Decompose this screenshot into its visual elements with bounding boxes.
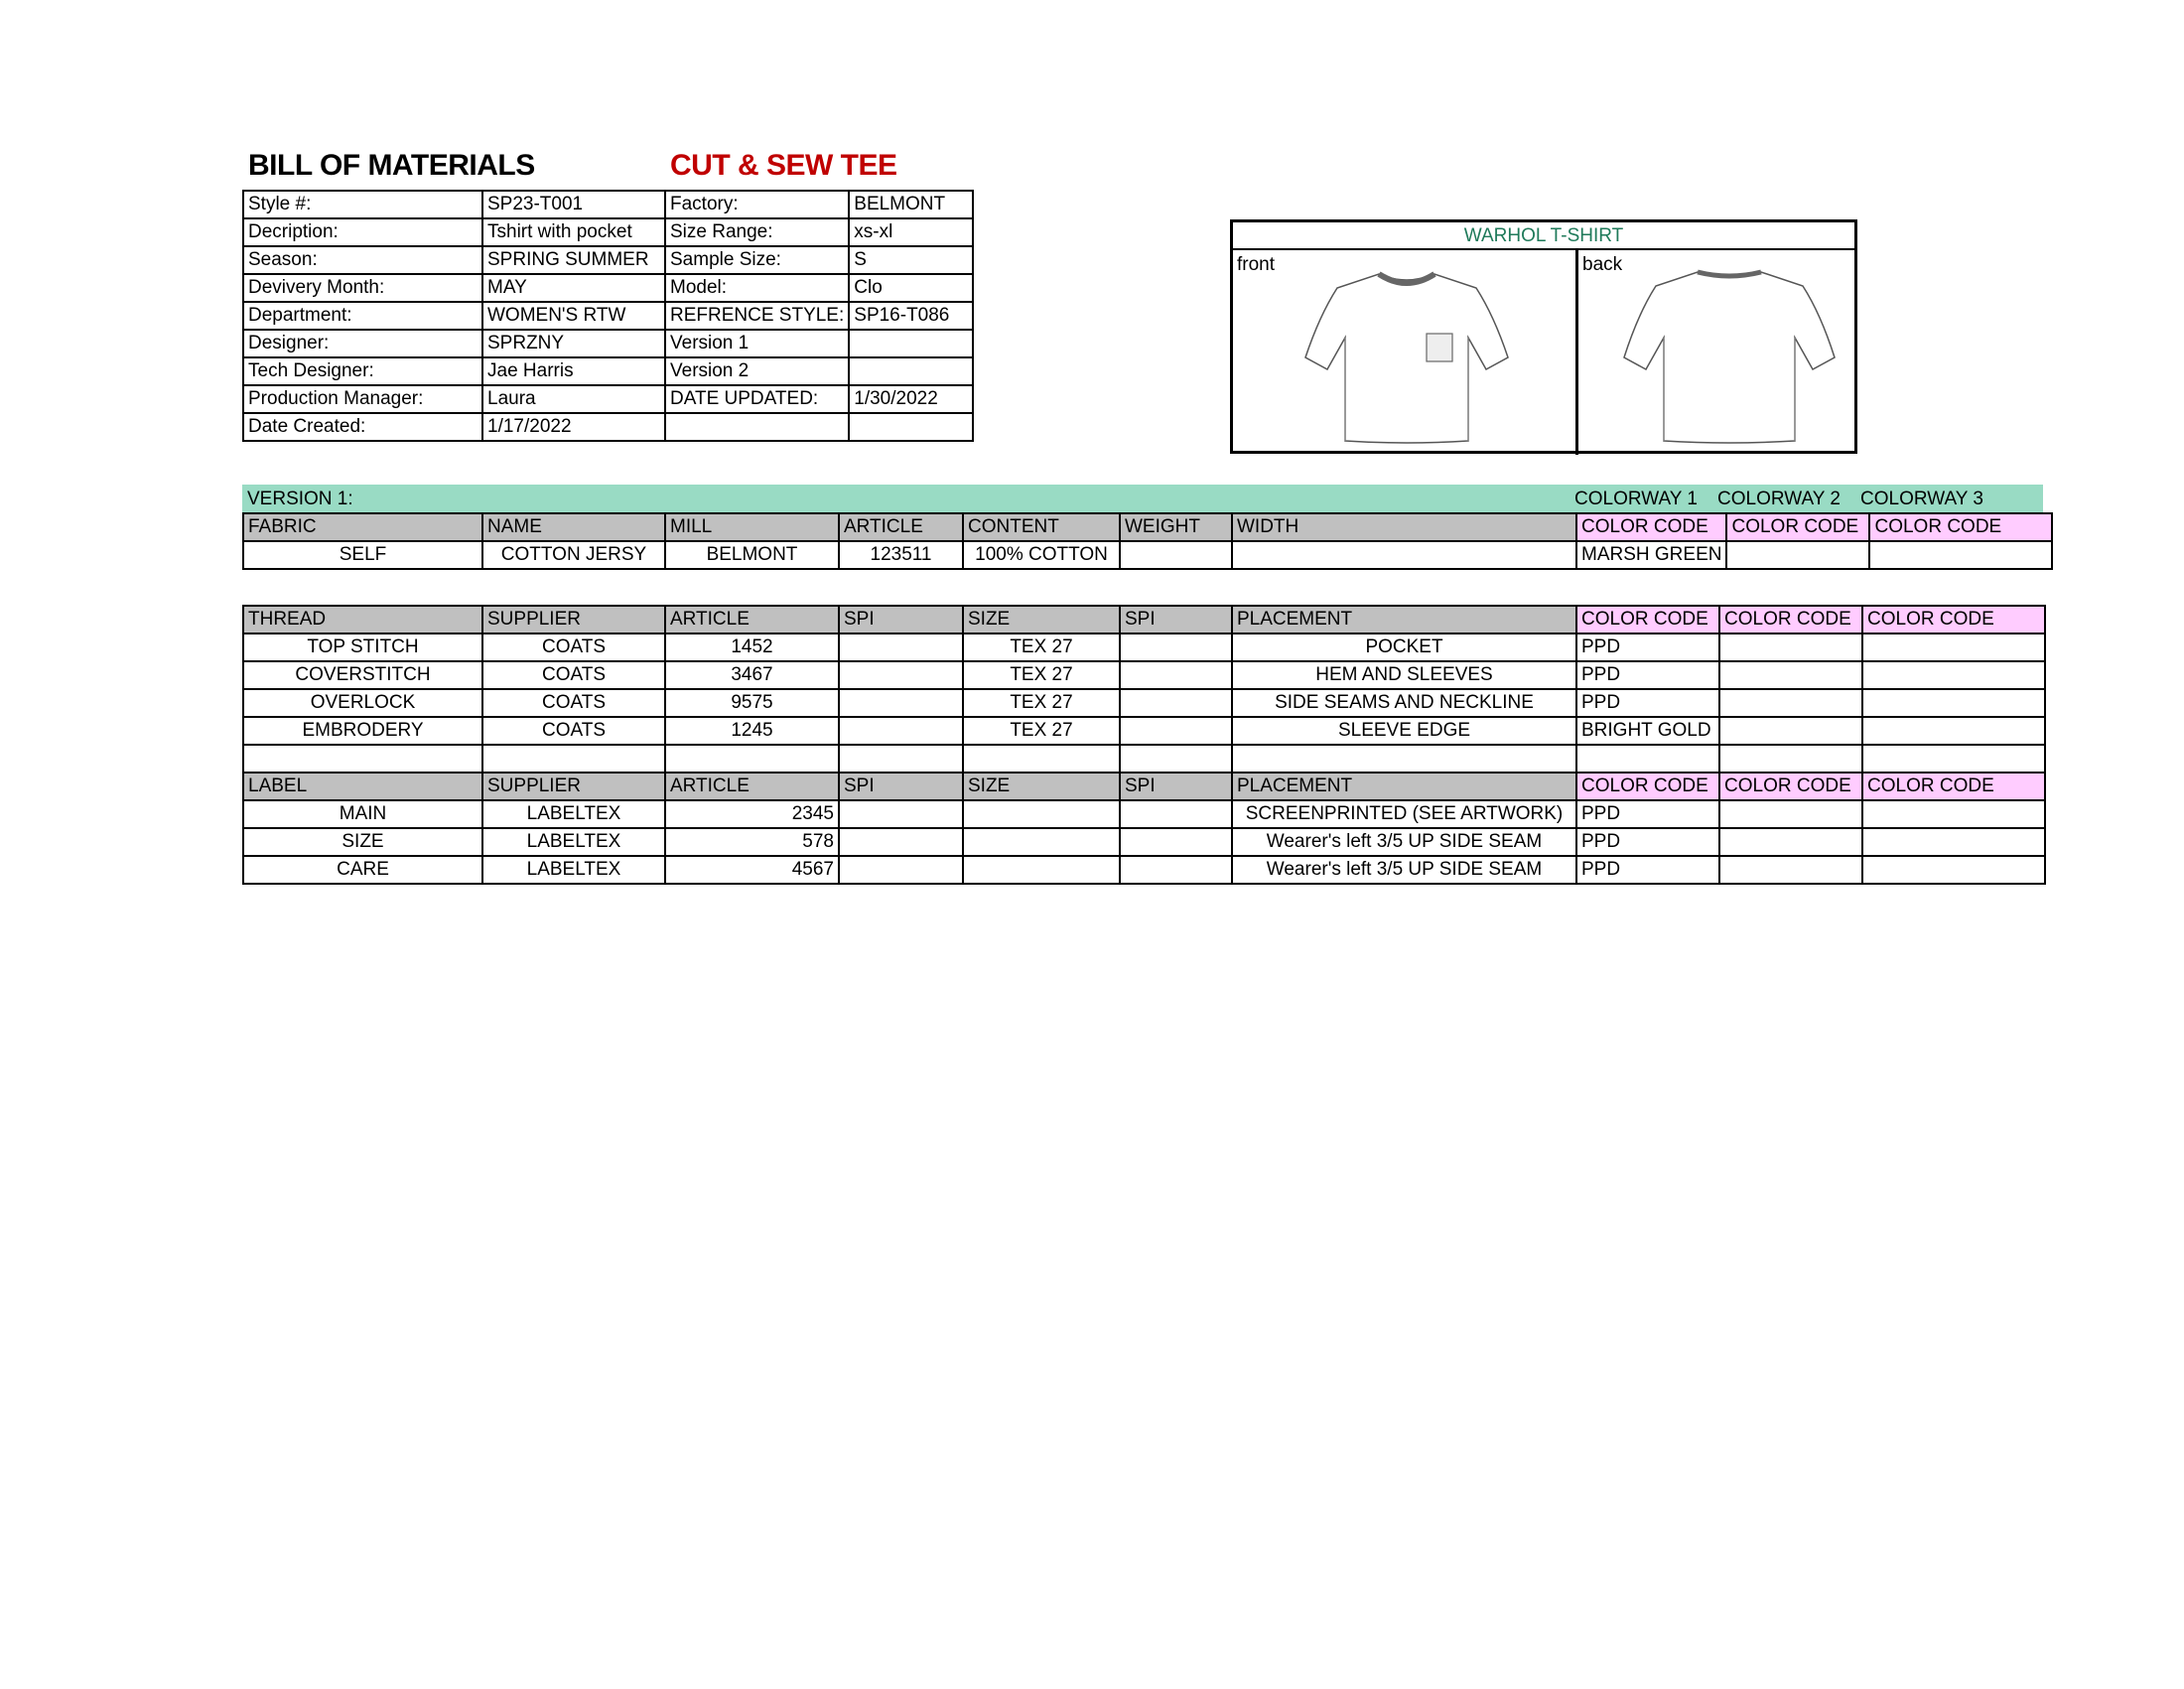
style-info-table (242, 190, 974, 442)
info-label: Version 2 (665, 357, 849, 385)
label-cell: PPD (1576, 800, 1719, 828)
info-label: Sample Size: (665, 246, 849, 274)
thread-cell: 9575 (665, 689, 839, 717)
thread-row (243, 633, 2045, 661)
label-cell (1120, 800, 1232, 828)
label-cell (1120, 828, 1232, 856)
info-label: Department: (243, 302, 482, 330)
info-row (243, 357, 973, 385)
info-label: DATE UPDATED: (665, 385, 849, 413)
info-label: Devivery Month: (243, 274, 482, 302)
fabric-column-header: NAME (482, 513, 665, 541)
thread-column-header: PLACEMENT (1232, 606, 1576, 633)
info-value: Jae Harris (482, 357, 665, 385)
tshirt-front-sketch (1297, 266, 1516, 445)
fabric-row (243, 541, 2052, 569)
thread-cell: SIDE SEAMS AND NECKLINE (1232, 689, 1576, 717)
info-value: 1/30/2022 (849, 385, 973, 413)
thread-cell: TEX 27 (963, 717, 1120, 745)
spacer-row (243, 745, 2045, 773)
label-cell: LABELTEX (482, 800, 665, 828)
sketch-panel (1230, 219, 1857, 454)
empty-cell (1120, 745, 1232, 773)
info-value: S (849, 246, 973, 274)
version-band (242, 485, 2043, 512)
thread-table (242, 605, 2046, 885)
thread-cell: 3467 (665, 661, 839, 689)
thread-cell: COATS (482, 689, 665, 717)
fabric-column-header: ARTICLE (839, 513, 963, 541)
thread-column-header: COLOR CODE (1576, 606, 1719, 633)
fabric-column-header: FABRIC (243, 513, 482, 541)
thread-cell: POCKET (1232, 633, 1576, 661)
thread-cell: COATS (482, 633, 665, 661)
info-label: REFRENCE STYLE: (665, 302, 849, 330)
fabric-cell (1869, 541, 2052, 569)
empty-cell (665, 745, 839, 773)
info-row (243, 218, 973, 246)
fabric-cell: MARSH GREEN (1576, 541, 1726, 569)
thread-cell (1120, 717, 1232, 745)
label-cell (963, 828, 1120, 856)
label-header-row (243, 773, 2045, 800)
label-cell: CARE (243, 856, 482, 884)
label-cell: 2345 (665, 800, 839, 828)
fabric-cell: COTTON JERSY (482, 541, 665, 569)
info-row (243, 274, 973, 302)
info-value (849, 330, 973, 357)
label-cell: LABELTEX (482, 828, 665, 856)
info-label: Tech Designer: (243, 357, 482, 385)
label-cell: LABELTEX (482, 856, 665, 884)
empty-cell (963, 745, 1120, 773)
info-label: Designer: (243, 330, 482, 357)
info-value (849, 357, 973, 385)
info-label: Decription: (243, 218, 482, 246)
thread-row (243, 689, 2045, 717)
label-cell (1719, 856, 1862, 884)
fabric-header-row (243, 513, 2052, 541)
label-cell (1862, 856, 2045, 884)
thread-column-header: COLOR CODE (1719, 606, 1862, 633)
thread-cell: TEX 27 (963, 633, 1120, 661)
label-cell: MAIN (243, 800, 482, 828)
fabric-table (242, 512, 2053, 570)
thread-column-header: SPI (1120, 606, 1232, 633)
label-cell (839, 800, 963, 828)
fabric-cell: SELF (243, 541, 482, 569)
thread-cell: HEM AND SLEEVES (1232, 661, 1576, 689)
thread-column-header: SPI (839, 606, 963, 633)
label-column-header: ARTICLE (665, 773, 839, 800)
info-row (243, 191, 973, 218)
fabric-column-header: WEIGHT (1120, 513, 1232, 541)
info-label: Model: (665, 274, 849, 302)
thread-cell: TOP STITCH (243, 633, 482, 661)
label-cell: PPD (1576, 856, 1719, 884)
label-cell: PPD (1576, 828, 1719, 856)
label-cell (1719, 828, 1862, 856)
thread-cell (1719, 717, 1862, 745)
label-cell: Wearer's left 3/5 UP SIDE SEAM (1232, 828, 1576, 856)
back-view-label: back (1582, 254, 1623, 275)
thread-cell: EMBRODERY (243, 717, 482, 745)
thread-cell: OVERLOCK (243, 689, 482, 717)
thread-cell (839, 689, 963, 717)
thread-cell (1120, 633, 1232, 661)
thread-column-header: THREAD (243, 606, 482, 633)
label-cell: 4567 (665, 856, 839, 884)
empty-cell (1719, 745, 1862, 773)
thread-cell (1120, 661, 1232, 689)
thread-column-header: SUPPLIER (482, 606, 665, 633)
empty-cell (839, 745, 963, 773)
colorway-1-label: COLORWAY 1 (1574, 489, 1698, 509)
thread-cell (1862, 717, 2045, 745)
label-cell (839, 856, 963, 884)
thread-row (243, 717, 2045, 745)
thread-cell (1862, 689, 2045, 717)
label-column-header: SUPPLIER (482, 773, 665, 800)
label-cell: Wearer's left 3/5 UP SIDE SEAM (1232, 856, 1576, 884)
fabric-cell: 100% COTTON (963, 541, 1120, 569)
label-cell (1862, 800, 2045, 828)
fabric-cell: BELMONT (665, 541, 839, 569)
info-value: WOMEN'S RTW (482, 302, 665, 330)
info-value: SPRZNY (482, 330, 665, 357)
thread-cell (1862, 633, 2045, 661)
thread-cell (1719, 661, 1862, 689)
thread-column-header: ARTICLE (665, 606, 839, 633)
tshirt-back-sketch (1618, 262, 1842, 445)
label-cell: SCREENPRINTED (SEE ARTWORK) (1232, 800, 1576, 828)
info-row (243, 385, 973, 413)
label-cell (963, 800, 1120, 828)
info-value (849, 413, 973, 441)
label-row (243, 800, 2045, 828)
info-row (243, 302, 973, 330)
empty-cell (1862, 745, 2045, 773)
thread-cell (839, 717, 963, 745)
info-value: xs-xl (849, 218, 973, 246)
info-label: Season: (243, 246, 482, 274)
label-cell (839, 828, 963, 856)
thread-cell (1719, 689, 1862, 717)
thread-cell: TEX 27 (963, 689, 1120, 717)
fabric-cell (1726, 541, 1869, 569)
empty-cell (243, 745, 482, 773)
info-label: Factory: (665, 191, 849, 218)
label-row (243, 856, 2045, 884)
label-cell: SIZE (243, 828, 482, 856)
label-column-header: COLOR CODE (1719, 773, 1862, 800)
fabric-column-header: WIDTH (1232, 513, 1576, 541)
thread-cell: SLEEVE EDGE (1232, 717, 1576, 745)
thread-cell: PPD (1576, 633, 1719, 661)
thread-cell: PPD (1576, 661, 1719, 689)
empty-cell (482, 745, 665, 773)
label-cell (1719, 800, 1862, 828)
label-row (243, 828, 2045, 856)
sketch-title: WARHOL T-SHIRT (1233, 222, 1854, 250)
thread-cell (1862, 661, 2045, 689)
thread-cell: COATS (482, 661, 665, 689)
thread-cell (1120, 689, 1232, 717)
label-column-header: SPI (839, 773, 963, 800)
thread-cell: 1452 (665, 633, 839, 661)
info-label: Production Manager: (243, 385, 482, 413)
info-value: SPRING SUMMER (482, 246, 665, 274)
fabric-cell (1120, 541, 1232, 569)
label-column-header: LABEL (243, 773, 482, 800)
info-row (243, 330, 973, 357)
label-column-header: SIZE (963, 773, 1120, 800)
thread-cell (839, 633, 963, 661)
fabric-column-header: MILL (665, 513, 839, 541)
label-cell: 578 (665, 828, 839, 856)
version-label: VERSION 1: (247, 489, 353, 509)
thread-cell (839, 661, 963, 689)
thread-cell (1719, 633, 1862, 661)
info-row (243, 246, 973, 274)
thread-cell: COATS (482, 717, 665, 745)
label-column-header: PLACEMENT (1232, 773, 1576, 800)
info-value: 1/17/2022 (482, 413, 665, 441)
fabric-column-header: CONTENT (963, 513, 1120, 541)
thread-header-row (243, 606, 2045, 633)
info-value: SP23-T001 (482, 191, 665, 218)
info-value: SP16-T086 (849, 302, 973, 330)
label-cell (1120, 856, 1232, 884)
label-column-header: COLOR CODE (1576, 773, 1719, 800)
empty-cell (1576, 745, 1719, 773)
thread-cell: 1245 (665, 717, 839, 745)
info-label: Date Created: (243, 413, 482, 441)
thread-row (243, 661, 2045, 689)
front-view-label: front (1237, 254, 1276, 275)
info-value: BELMONT (849, 191, 973, 218)
info-value: Laura (482, 385, 665, 413)
info-value: MAY (482, 274, 665, 302)
info-row (243, 413, 973, 441)
info-label: Style #: (243, 191, 482, 218)
empty-cell (1232, 745, 1576, 773)
fabric-cell (1232, 541, 1576, 569)
thread-cell: BRIGHT GOLD (1576, 717, 1719, 745)
colorway-3-label: COLORWAY 3 (1860, 489, 1983, 509)
colorway-2-label: COLORWAY 2 (1717, 489, 1841, 509)
thread-column-header: SIZE (963, 606, 1120, 633)
document-title: BILL OF MATERIALS (248, 149, 535, 182)
label-cell (963, 856, 1120, 884)
fabric-cell: 123511 (839, 541, 963, 569)
document-subtitle: CUT & SEW TEE (670, 149, 897, 182)
info-label (665, 413, 849, 441)
thread-cell: PPD (1576, 689, 1719, 717)
info-label: Size Range: (665, 218, 849, 246)
fabric-column-header: COLOR CODE (1869, 513, 2052, 541)
thread-cell: COVERSTITCH (243, 661, 482, 689)
label-cell (1862, 828, 2045, 856)
info-value: Tshirt with pocket (482, 218, 665, 246)
label-column-header: SPI (1120, 773, 1232, 800)
thread-cell: TEX 27 (963, 661, 1120, 689)
fabric-column-header: COLOR CODE (1726, 513, 1869, 541)
fabric-column-header: COLOR CODE (1576, 513, 1726, 541)
label-column-header: COLOR CODE (1862, 773, 2045, 800)
info-label: Version 1 (665, 330, 849, 357)
pocket-detail (1427, 334, 1452, 361)
thread-column-header: COLOR CODE (1862, 606, 2045, 633)
sketch-divider (1575, 250, 1578, 455)
info-value: Clo (849, 274, 973, 302)
